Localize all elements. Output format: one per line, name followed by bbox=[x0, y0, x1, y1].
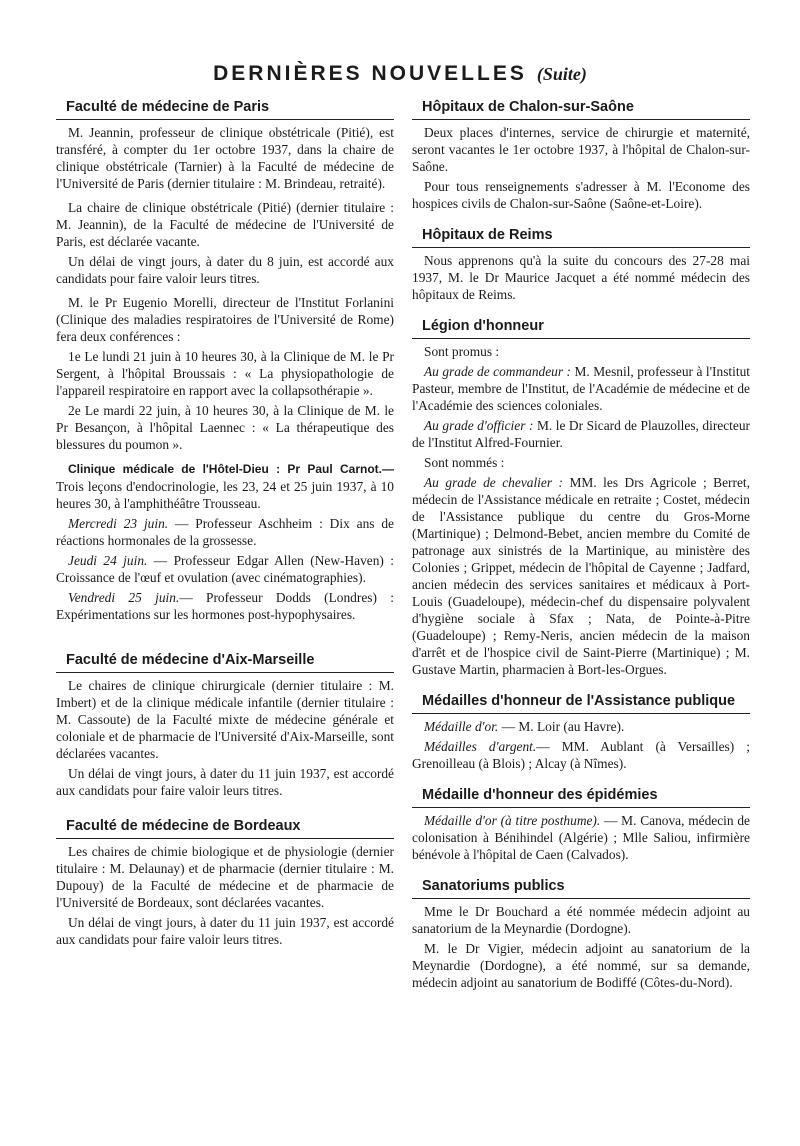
section-legion bbox=[412, 317, 750, 678]
paragraph: Mme le Dr Bouchard a été nommée médecin adjoint au sanatorium de la Meynardie (Dordogne). bbox=[412, 904, 750, 936]
lecture-text: — Professeur Aschheim : Dix ans de réactions hormonales de la grossesse. bbox=[56, 516, 394, 548]
section-reims bbox=[412, 226, 750, 303]
left-column bbox=[56, 98, 394, 962]
paragraph bbox=[412, 363, 750, 414]
section-bordeaux bbox=[56, 817, 394, 948]
grade-lead: Au grade de chevalier : bbox=[424, 475, 564, 490]
header-title: DERNIÈRES NOUVELLES bbox=[213, 62, 527, 85]
paragraph: Le chaires de clinique chirurgicale (dernier titulaire : M. Imbert) et de la clinique médicale infantile (dernier titulaire : M. Cassoute) de la Faculté mixte de médecine générale et coloniale et de pharmacie de l'Université d'Aix-Marseille, sont déclarées vacantes. bbox=[56, 678, 394, 761]
paragraph: 2e Le mardi 22 juin, à 10 heures 30, à la Clinique de M. le Pr Besançon, à l'hôpital Laennec : « La thérapeutique des blessures du poumon ». bbox=[56, 403, 394, 452]
paragraph: Deux places d'internes, service de chirurgie et maternité, seront vacantes le 1er octobre 1937, à l'hôpital de Chalon-sur-Saône. bbox=[412, 125, 750, 174]
lecture-text: — Professeur Edgar Allen (New-Haven) : Croissance de l'œuf et ovulation (avec cinématographies). bbox=[56, 553, 394, 585]
section-heading: Hôpitaux de Reims bbox=[412, 226, 750, 248]
paragraph bbox=[412, 812, 750, 863]
paragraph: Sont promus : bbox=[424, 344, 500, 359]
paragraph: 1e Le lundi 21 juin à 10 heures 30, à la Clinique de M. le Pr Sergent, à l'hôpital Broussais : « La physiopathologie de l'appareil respiratoire en rapport avec la collapsothérapie ». bbox=[56, 349, 394, 398]
section-heading: Légion d'honneur bbox=[412, 317, 750, 339]
paragraph: M. le Pr Eugenio Morelli, directeur de l'Institut Forlanini (Clinique des maladies respiratoires de l'Université de Rome) fera deux conférences : bbox=[56, 295, 394, 344]
paragraph bbox=[412, 474, 750, 678]
medal-text: — M. Loir (au Havre). bbox=[498, 719, 625, 734]
paragraph: Nous apprenons qu'à la suite du concours des 27-28 mai 1937, M. le Dr Maurice Jacquet a été nommé médecin des hôpitaux de Reims. bbox=[412, 253, 750, 302]
section-heading: Faculté de médecine de Paris bbox=[56, 98, 394, 120]
section-heading: Médaille d'honneur des épidémies bbox=[412, 786, 750, 808]
paragraph bbox=[56, 515, 394, 549]
section-heading: Hôpitaux de Chalon-sur-Saône bbox=[412, 98, 750, 120]
paragraph: M. Jeannin, professeur de clinique obstétricale (Pitié), est transféré, à compter du 1er octobre 1937, dans la chaire de clinique obstétricale (Tarnier) à la Faculté de médecine de l'Université de Paris (dernier titulaire : M. Brindeau, retraité). bbox=[56, 125, 394, 191]
section-assistance-publique bbox=[412, 692, 750, 772]
clinic-lead: Clinique médicale de l'Hôtel-Dieu : Pr Paul Carnot.— bbox=[68, 462, 394, 476]
paragraph: Un délai de vingt jours, à dater du 8 juin, est accordé aux candidats pour faire valoir leurs titres. bbox=[56, 254, 394, 286]
paragraph bbox=[412, 738, 750, 772]
paragraph: Sont nommés : bbox=[424, 455, 505, 470]
grade-lead: Au grade de commandeur : bbox=[424, 364, 572, 379]
paragraph: La chaire de clinique obstétricale (Pitié) (dernier titulaire : M. Jeannin), de la Faculté de médecine de l'Université de Paris, est déclarée vacante. bbox=[56, 200, 394, 249]
section-heading: Sanatoriums publics bbox=[412, 877, 750, 899]
grade-text: MM. les Drs Agricole ; Berret, médecin de l'Assistance médicale en retraite ; Costet, médecin de l'Assistance publique du centre du Gros-Morne (Martinique) ; Delmond-Bebet, ancien membre du Comité de patronage aux sinistrés de la Martinique, au ministère des Colonies ; Grippet, médecin de l'hôpital de Cayenne ; Jadfard, ancien médecin des services sanitaires et médicaux à Port-Louis (Guadeloupe), médecin-chef du dispensaire polyvalent d'hygiène sociale à Sfax ; Nata, de Pointe-à-Pitre (Guadeloupe) ; Remy-Neris, ancien médecin de la maison d'arrêt et de l'hospice civil de Saint-Pierre (Martinique) ; M. Gustave Martin, pharmacien à Bort-les-Orgues. bbox=[412, 475, 750, 677]
header-suite: (Suite) bbox=[536, 64, 587, 84]
paragraph bbox=[412, 417, 750, 451]
section-paris bbox=[56, 98, 394, 623]
paragraph: Un délai de vingt jours, à dater du 11 juin 1937, est accordé aux candidats pour faire valoir leurs titres. bbox=[56, 766, 394, 798]
paragraph bbox=[56, 589, 394, 623]
medal-lead: Médaille d'or (à titre posthume). bbox=[424, 813, 601, 828]
grade-text: M. le Dr Sicard de Plauzolles, directeur de l'Institut Alfred-Fournier. bbox=[412, 418, 750, 450]
section-heading: Médailles d'honneur de l'Assistance publique bbox=[412, 692, 750, 714]
section-epidemies bbox=[412, 786, 750, 863]
paragraph bbox=[412, 718, 750, 735]
date-lead: Vendredi 25 juin. bbox=[68, 590, 180, 605]
page-header bbox=[0, 62, 800, 86]
date-lead: Mercredi 23 juin. bbox=[68, 516, 169, 531]
grade-text: M. Mesnil, professeur à l'Institut Pasteur, membre de l'Institut, de l'Académie de médecine et de l'Académie des sciences coloniales. bbox=[412, 364, 750, 413]
section-aix-marseille bbox=[56, 651, 394, 799]
date-lead: Jeudi 24 juin. bbox=[68, 553, 148, 568]
paragraph: M. le Dr Vigier, médecin adjoint au sanatorium de la Meynardie (Dordogne), a été nommé, sur sa demande, médecin adjoint au sanatorium de Bodiffé (Côtes-du-Nord). bbox=[412, 941, 750, 990]
clinic-text: Trois leçons d'endocrinologie, les 23, 24 et 25 juin 1937, à 10 heures 30, à l'amphithéâtre Trousseau. bbox=[56, 479, 394, 511]
section-heading: Faculté de médecine de Bordeaux bbox=[56, 817, 394, 839]
lecture-text: — Professeur Dodds (Londres) : Expérimentations sur les hormones post-hypophysaires. bbox=[56, 590, 394, 622]
grade-lead: Au grade d'officier : bbox=[424, 418, 534, 433]
medal-text: — MM. Aublant (à Versailles) ; Grenoilleau (à Blois) ; Alcay (à Nîmes). bbox=[412, 739, 750, 771]
paragraph bbox=[56, 460, 394, 512]
paragraph: Un délai de vingt jours, à dater du 11 juin 1937, est accordé aux candidats pour faire valoir leurs titres. bbox=[56, 915, 394, 947]
paragraph: Les chaires de chimie biologique et de physiologie (dernier titulaire : M. Delaunay) et de pharmacie (dernier titulaire : M. Dupouy) de la Faculté de médecine et de pharmacie de l'Université de Bordeaux, sont déclarées vacantes. bbox=[56, 844, 394, 910]
section-heading: Faculté de médecine d'Aix-Marseille bbox=[56, 651, 394, 673]
right-column bbox=[412, 98, 750, 1005]
medal-lead: Médaille d'or. bbox=[424, 719, 499, 734]
paragraph: Pour tous renseignements s'adresser à M. l'Econome des hospices civils de Chalon-sur-Saône (Saône-et-Loire). bbox=[412, 179, 750, 211]
section-sanatoriums bbox=[412, 877, 750, 991]
medal-text: — M. Canova, médecin de colonisation à Bénihindel (Algérie) ; Mlle Saliou, infirmière bénévole à l'hôpital de Caen (Calvados). bbox=[412, 813, 750, 862]
section-chalon bbox=[412, 98, 750, 212]
paragraph bbox=[56, 552, 394, 586]
medal-lead: Médailles d'argent. bbox=[424, 739, 537, 754]
